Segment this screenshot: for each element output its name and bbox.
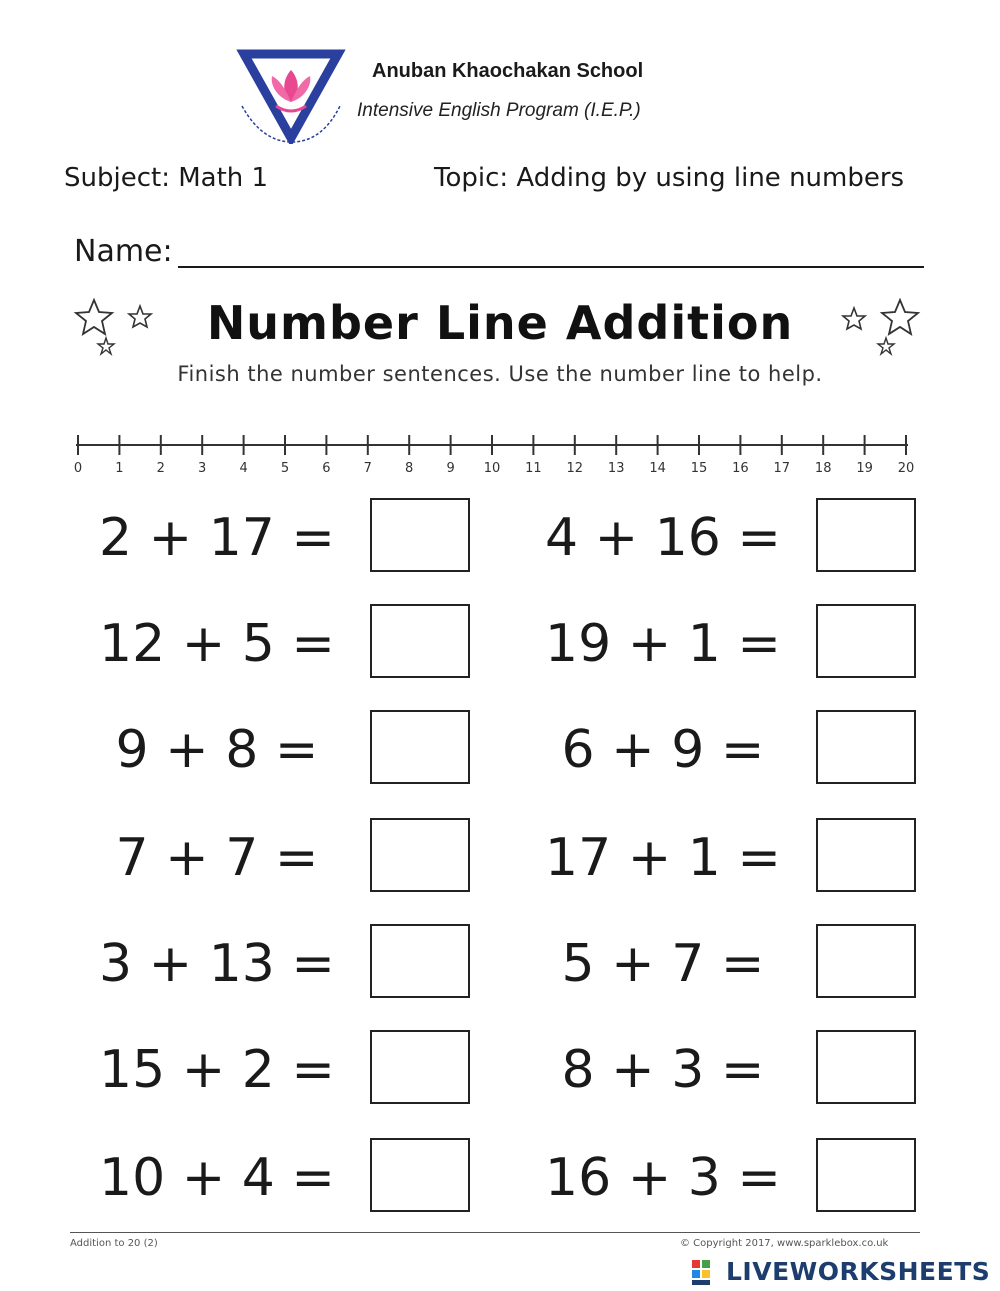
problem-expression: 7 + 7 =: [115, 828, 319, 888]
problem-expression: 19 + 1 =: [545, 614, 781, 674]
number-line-label: 7: [363, 461, 372, 476]
problem-right-7: [526, 1138, 926, 1218]
answer-box[interactable]: [816, 818, 916, 892]
problem-expression: 6 + 9 =: [561, 720, 765, 780]
program-name: Intensive English Program (I.E.P.): [357, 100, 641, 121]
answer-box[interactable]: [370, 604, 470, 678]
answer-box[interactable]: [816, 710, 916, 784]
problem-right-5: [526, 924, 926, 1004]
number-line-label: 4: [239, 461, 248, 476]
problem-expression: 15 + 2 =: [99, 1040, 335, 1100]
number-line-label: 16: [732, 461, 749, 476]
answer-box[interactable]: [370, 1138, 470, 1212]
problem-expression: 17 + 1 =: [545, 828, 781, 888]
number-line-label: 19: [856, 461, 873, 476]
answer-box[interactable]: [816, 604, 916, 678]
problem-right-6: [526, 1030, 926, 1110]
liveworksheets-brand: LIVEWORKSHEETS: [726, 1257, 991, 1286]
problem-right-2: [526, 604, 926, 684]
school-crest-logo: [232, 46, 350, 144]
number-line-label: 1: [115, 461, 124, 476]
problem-left-5: [80, 924, 480, 1004]
problem-expression: 10 + 4 =: [99, 1148, 335, 1208]
name-label: Name:: [74, 234, 173, 269]
problem-left-6: [80, 1030, 480, 1110]
answer-box[interactable]: [370, 710, 470, 784]
number-line-label: 13: [607, 461, 625, 476]
problem-left-2: [80, 604, 480, 684]
problem-left-7: [80, 1138, 480, 1218]
problem-expression: 12 + 5 =: [99, 614, 335, 674]
answer-box[interactable]: [370, 924, 470, 998]
problem-expression: 4 + 16 =: [545, 508, 781, 568]
problem-left-3: [80, 710, 480, 790]
problem-expression: 3 + 13 =: [99, 934, 335, 994]
number-line-label: 14: [649, 461, 666, 476]
number-line-label: 2: [156, 461, 165, 476]
number-line-label: 15: [690, 461, 708, 476]
answer-box[interactable]: [370, 818, 470, 892]
problem-expression: 8 + 3 =: [561, 1040, 765, 1100]
number-line-label: 8: [405, 461, 414, 476]
number-line-label: 10: [483, 461, 501, 476]
number-line-label: 5: [280, 461, 290, 476]
number-line-label: 20: [897, 461, 915, 476]
number-line-label: 6: [322, 461, 331, 476]
subject-label: Subject: Math 1: [64, 163, 269, 193]
problem-expression: 9 + 8 =: [115, 720, 319, 780]
name-input-line[interactable]: [178, 266, 924, 268]
problem-expression: 2 + 17 =: [99, 508, 335, 568]
footer-copyright: © Copyright 2017, www.sparklebox.co.uk: [680, 1238, 889, 1249]
problem-left-1: [80, 498, 480, 578]
footer-rule: [70, 1232, 920, 1233]
problem-right-3: [526, 710, 926, 790]
footer-left-text: Addition to 20 (2): [70, 1238, 158, 1249]
school-name: Anuban Khaochakan School: [372, 60, 644, 82]
answer-box[interactable]: [816, 1138, 916, 1212]
problem-expression: 16 + 3 =: [545, 1148, 781, 1208]
number-line-label: 18: [814, 461, 832, 476]
answer-box[interactable]: [370, 498, 470, 572]
problem-left-4: [80, 818, 480, 898]
number-line-label: 12: [566, 461, 584, 476]
number-line-label: 17: [773, 461, 791, 476]
worksheet-instructions: Finish the number sentences. Use the number line to help.: [177, 362, 823, 386]
problem-right-1: [526, 498, 926, 578]
number-line-label: 3: [198, 461, 207, 476]
liveworksheets-icon: [690, 1256, 722, 1288]
number-line-label: 9: [446, 461, 455, 476]
answer-box[interactable]: [816, 1030, 916, 1104]
answer-box[interactable]: [370, 1030, 470, 1104]
answer-box[interactable]: [816, 498, 916, 572]
problem-right-4: [526, 818, 926, 898]
problem-expression: 5 + 7 =: [561, 934, 765, 994]
topic-label: Topic: Adding by using line numbers: [434, 163, 905, 193]
worksheet-title: Number Line Addition: [206, 296, 794, 350]
number-line-label: 11: [525, 461, 542, 476]
answer-box[interactable]: [816, 924, 916, 998]
number-line-label: 0: [73, 461, 83, 476]
number-line: [60, 425, 940, 485]
liveworksheets-logo[interactable]: [690, 1256, 990, 1288]
